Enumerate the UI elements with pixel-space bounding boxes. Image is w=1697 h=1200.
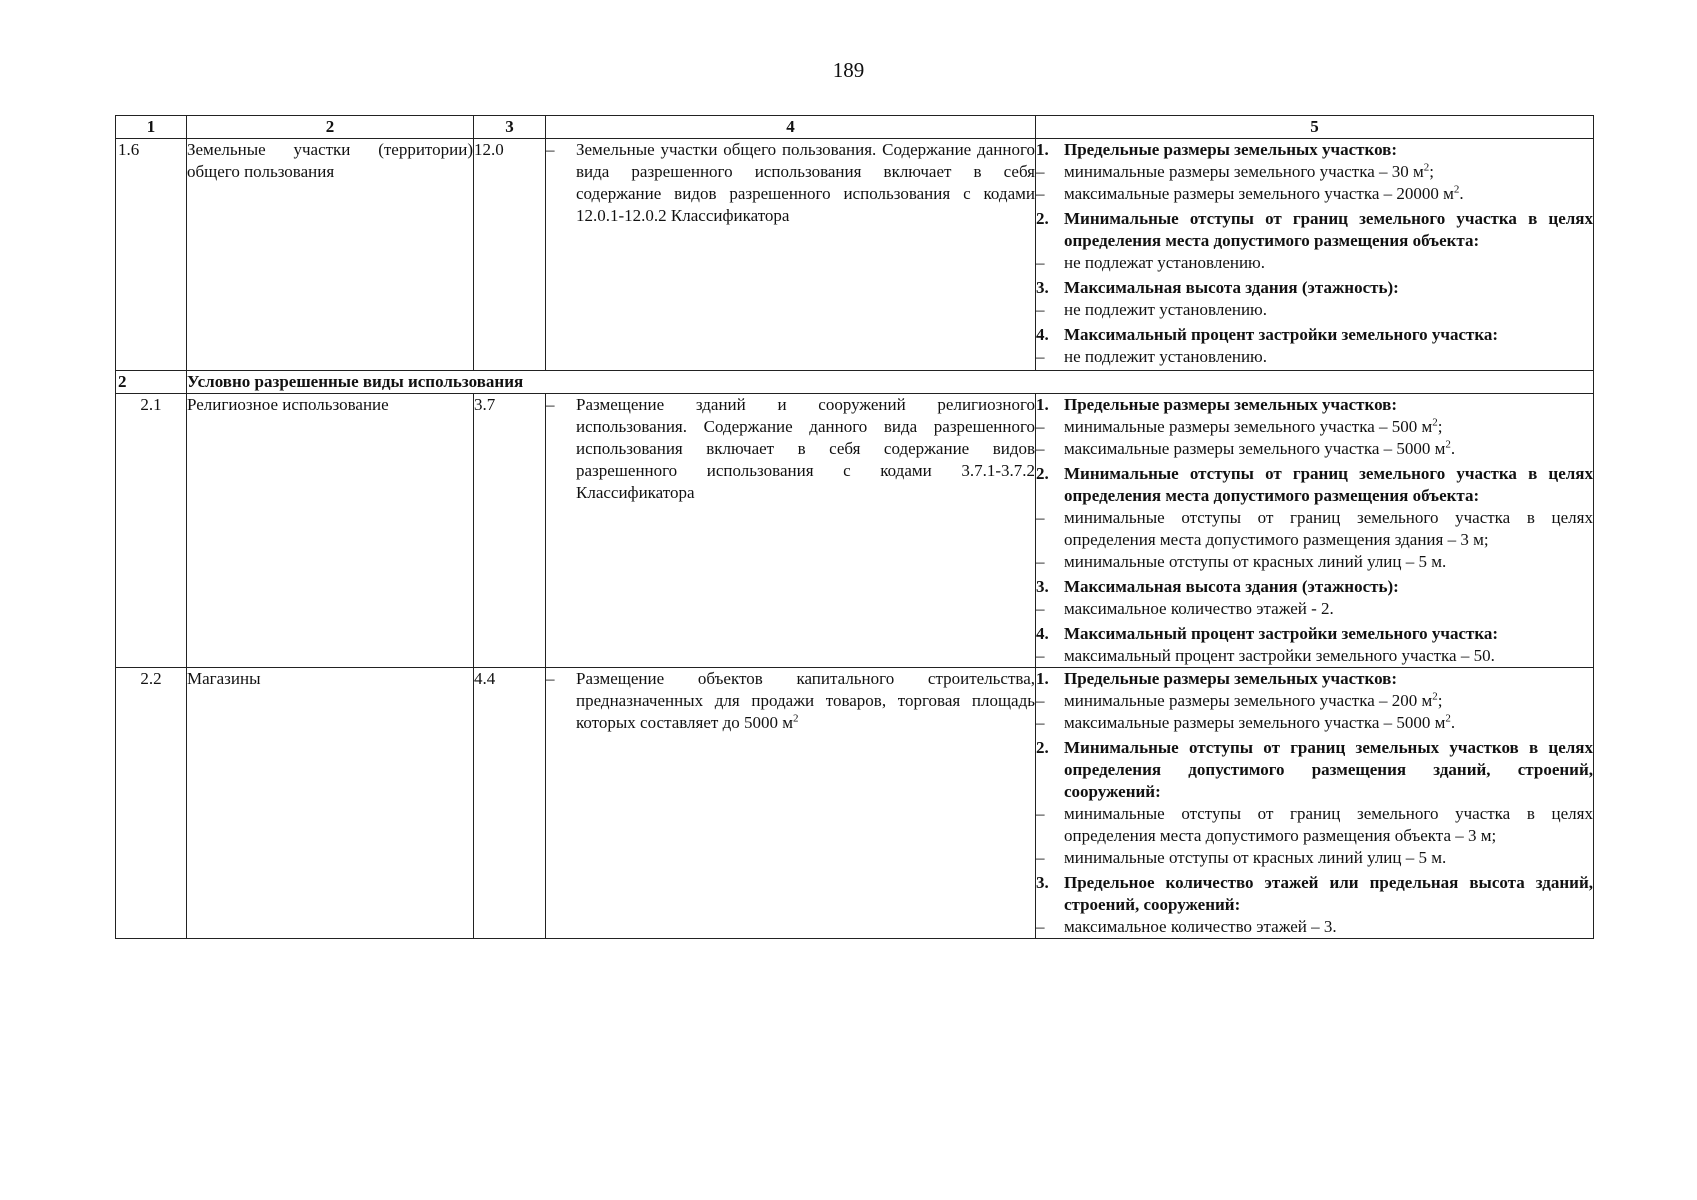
description-text	[576, 668, 1035, 734]
column-header: 4	[546, 116, 1036, 139]
parameter-value	[1064, 847, 1593, 869]
parameter-text: минимальные отступы от границ земельного участка в целях определения места допустимого размещения здания – 3 м;	[1064, 508, 1593, 549]
parameter-item	[1036, 551, 1593, 573]
column-header: 5	[1036, 116, 1594, 139]
bullet-dash: –	[1036, 300, 1045, 319]
use-type-name: Земельные участки (территории) общего пользования	[187, 139, 474, 371]
parameter-text: минимальные размеры земельного участка – 500 м	[1064, 417, 1433, 436]
parameter-text: не подлежит установлению.	[1064, 347, 1268, 366]
parameter-title: Максимальный процент застройки земельного участка:	[1064, 624, 1499, 643]
parameter-text: максимальные размеры земельного участка – 5000 м	[1064, 439, 1446, 458]
parameters-cell	[1036, 139, 1594, 371]
parameter-text: минимальные отступы от красных линий улиц – 5 м.	[1064, 552, 1447, 571]
table-row	[116, 394, 1594, 668]
parameter-title: Минимальные отступы от границ земельного участка в целях определения места допустимого размещения объекта:	[1064, 209, 1593, 250]
parameter-item	[1036, 438, 1593, 460]
parameter-title: Предельные размеры земельных участков:	[1064, 669, 1398, 688]
table-row	[116, 139, 1594, 371]
use-type-name: Магазины	[187, 668, 474, 939]
parameter-title: Предельное количество этажей или предельная высота зданий, строений, сооружений:	[1064, 873, 1593, 914]
bullet-dash: –	[1036, 599, 1045, 618]
parameter-title: Предельные размеры земельных участков:	[1064, 395, 1398, 414]
row-number: 2.2	[116, 668, 187, 939]
parameter-item	[1036, 847, 1593, 869]
parameter-title: Минимальные отступы от границ земельных участков в целях определения допустимого размещения зданий, строений, сооружений:	[1064, 738, 1593, 801]
bullet-dash: –	[1036, 162, 1045, 181]
superscript: 2	[1445, 712, 1451, 725]
parameter-title: Минимальные отступы от границ земельного участка в целях определения места допустимого размещения объекта:	[1064, 464, 1593, 505]
parameter-value	[1064, 438, 1593, 460]
column-header: 1	[116, 116, 187, 139]
parameter-heading	[1036, 576, 1593, 598]
bullet-dash: –	[546, 395, 555, 414]
parameter-item	[1036, 346, 1593, 368]
punctuation: ;	[1437, 691, 1443, 710]
parameter-heading	[1036, 623, 1593, 645]
parameter-heading	[1036, 872, 1593, 916]
parameter-text: не подлежат установлению.	[1064, 253, 1266, 272]
parameter-heading	[1036, 463, 1593, 507]
parameters-cell	[1036, 668, 1594, 939]
description-item	[546, 394, 1035, 504]
superscript: 2	[1432, 690, 1438, 703]
parameter-heading	[1036, 139, 1593, 161]
parameter-number: 4.	[1036, 624, 1049, 643]
parameter-number: 2.	[1036, 209, 1049, 228]
column-header: 2	[187, 116, 474, 139]
row-number: 2.1	[116, 394, 187, 668]
description-item	[546, 668, 1035, 734]
parameter-title: Предельные размеры земельных участков:	[1064, 140, 1398, 159]
parameter-title: Максимальный процент застройки земельного участка:	[1064, 325, 1499, 344]
parameter-number: 3.	[1036, 278, 1049, 297]
bullet-dash: –	[1036, 253, 1045, 272]
description-text	[576, 394, 1035, 504]
bullet-dash: –	[1036, 508, 1045, 527]
parameter-value	[1064, 645, 1593, 667]
parameter-item	[1036, 507, 1593, 551]
parameter-heading	[1036, 668, 1593, 690]
parameter-number: 2.	[1036, 464, 1049, 483]
classifier-code: 4.4	[474, 668, 546, 939]
parameter-value	[1064, 916, 1593, 938]
parameter-item	[1036, 690, 1593, 712]
description-body: Земельные участки общего пользования. Содержание данного вида разрешенного использования включает в себя содержание видов разрешенного использования с кодами 12.0.1-12.0.2 Классификатора	[576, 140, 1035, 225]
bullet-dash: –	[1036, 552, 1045, 571]
parameter-value	[1064, 252, 1593, 274]
classifier-code: 3.7	[474, 394, 546, 668]
bullet-dash: –	[1036, 417, 1045, 436]
parameter-heading	[1036, 208, 1593, 252]
parameter-item	[1036, 161, 1593, 183]
parameter-item	[1036, 803, 1593, 847]
parameter-heading	[1036, 277, 1593, 299]
superscript: 2	[1432, 416, 1438, 429]
description-text	[576, 139, 1035, 227]
bullet-dash: –	[1036, 347, 1045, 366]
parameter-item	[1036, 916, 1593, 938]
table-row	[116, 668, 1594, 939]
parameter-value	[1064, 416, 1593, 438]
regulations-table	[115, 115, 1594, 939]
use-type-description	[546, 394, 1036, 668]
parameter-number: 1.	[1036, 395, 1049, 414]
parameter-text: минимальные размеры земельного участка – 200 м	[1064, 691, 1433, 710]
parameter-heading	[1036, 737, 1593, 803]
bullet-dash: –	[1036, 804, 1045, 823]
parameter-value	[1064, 690, 1593, 712]
parameter-item	[1036, 645, 1593, 667]
punctuation: ;	[1429, 162, 1434, 181]
parameter-number: 3.	[1036, 873, 1049, 892]
section-title: Условно разрешенные виды использования	[187, 371, 1594, 394]
parameter-value	[1064, 551, 1593, 573]
use-type-name: Религиозное использование	[187, 394, 474, 668]
page-number: 189	[832, 58, 865, 82]
parameter-text: максимальный процент застройки земельного участка – 50.	[1064, 646, 1495, 665]
parameter-value	[1064, 507, 1593, 551]
parameter-value	[1064, 598, 1593, 620]
bullet-dash: –	[1036, 848, 1045, 867]
row-number: 1.6	[116, 139, 187, 371]
parameter-item	[1036, 299, 1593, 321]
punctuation: ;	[1437, 417, 1443, 436]
parameter-value	[1064, 161, 1593, 183]
parameter-value	[1064, 803, 1593, 847]
parameter-title: Максимальная высота здания (этажность):	[1064, 278, 1399, 297]
parameter-value	[1064, 299, 1593, 321]
parameter-value	[1064, 712, 1593, 734]
parameter-text: минимальные размеры земельного участка – 30 м	[1064, 162, 1424, 181]
parameter-number: 2.	[1036, 738, 1049, 757]
parameter-item	[1036, 183, 1593, 205]
table-header-row	[116, 116, 1594, 139]
parameter-title: Максимальная высота здания (этажность):	[1064, 577, 1399, 596]
use-type-description	[546, 139, 1036, 371]
description-item	[546, 139, 1035, 227]
bullet-dash: –	[546, 140, 555, 159]
parameter-heading	[1036, 324, 1593, 346]
superscript: 2	[1453, 183, 1460, 196]
parameter-value	[1064, 183, 1593, 205]
parameter-value	[1064, 346, 1593, 368]
parameter-heading	[1036, 394, 1593, 416]
bullet-dash: –	[1036, 691, 1045, 710]
superscript: 2	[792, 712, 799, 725]
use-type-description	[546, 668, 1036, 939]
parameter-item	[1036, 712, 1593, 734]
bullet-dash: –	[1036, 713, 1045, 732]
parameter-number: 3.	[1036, 577, 1049, 596]
punctuation: .	[1450, 439, 1456, 458]
parameter-item	[1036, 416, 1593, 438]
parameter-item	[1036, 598, 1593, 620]
parameter-text: не подлежит установлению.	[1064, 300, 1268, 319]
parameter-text: максимальные размеры земельного участка – 5000 м	[1064, 713, 1446, 732]
parameter-text: максимальное количество этажей – 3.	[1064, 917, 1337, 936]
bullet-dash: –	[1036, 439, 1045, 458]
section-row	[116, 371, 1594, 394]
parameter-number: 1.	[1036, 669, 1049, 688]
parameters-cell	[1036, 394, 1594, 668]
section-number: 2	[116, 371, 187, 394]
column-header: 3	[474, 116, 546, 139]
punctuation: .	[1450, 713, 1456, 732]
parameter-number: 1.	[1036, 140, 1049, 159]
bullet-dash: –	[1036, 646, 1045, 665]
description-body: Размещение зданий и сооружений религиозного использования. Содержание данного вида разрешенного использования включает в себя содержание видов разрешенного использования с кодами 3.7.1-3.7.2 Классификатора	[576, 395, 1035, 502]
superscript: 2	[1423, 161, 1430, 174]
bullet-dash: –	[546, 669, 555, 688]
parameter-text: минимальные отступы от красных линий улиц – 5 м.	[1064, 848, 1447, 867]
parameter-text: максимальное количество этажей - 2.	[1064, 599, 1334, 618]
bullet-dash: –	[1036, 917, 1045, 936]
parameter-number: 4.	[1036, 325, 1049, 344]
superscript: 2	[1445, 438, 1451, 451]
parameter-text: максимальные размеры земельного участка – 20000 м	[1064, 184, 1454, 203]
parameter-text: минимальные отступы от границ земельного участка в целях определения места допустимого размещения объекта – 3 м;	[1064, 804, 1593, 845]
classifier-code: 12.0	[474, 139, 546, 371]
punctuation: .	[1459, 184, 1464, 203]
parameter-item	[1036, 252, 1593, 274]
bullet-dash: –	[1036, 184, 1045, 203]
description-body: Размещение объектов капитального строительства, предназначенных для продажи товаров, торговая площадь которых составляет до 5000 м	[576, 669, 1035, 732]
